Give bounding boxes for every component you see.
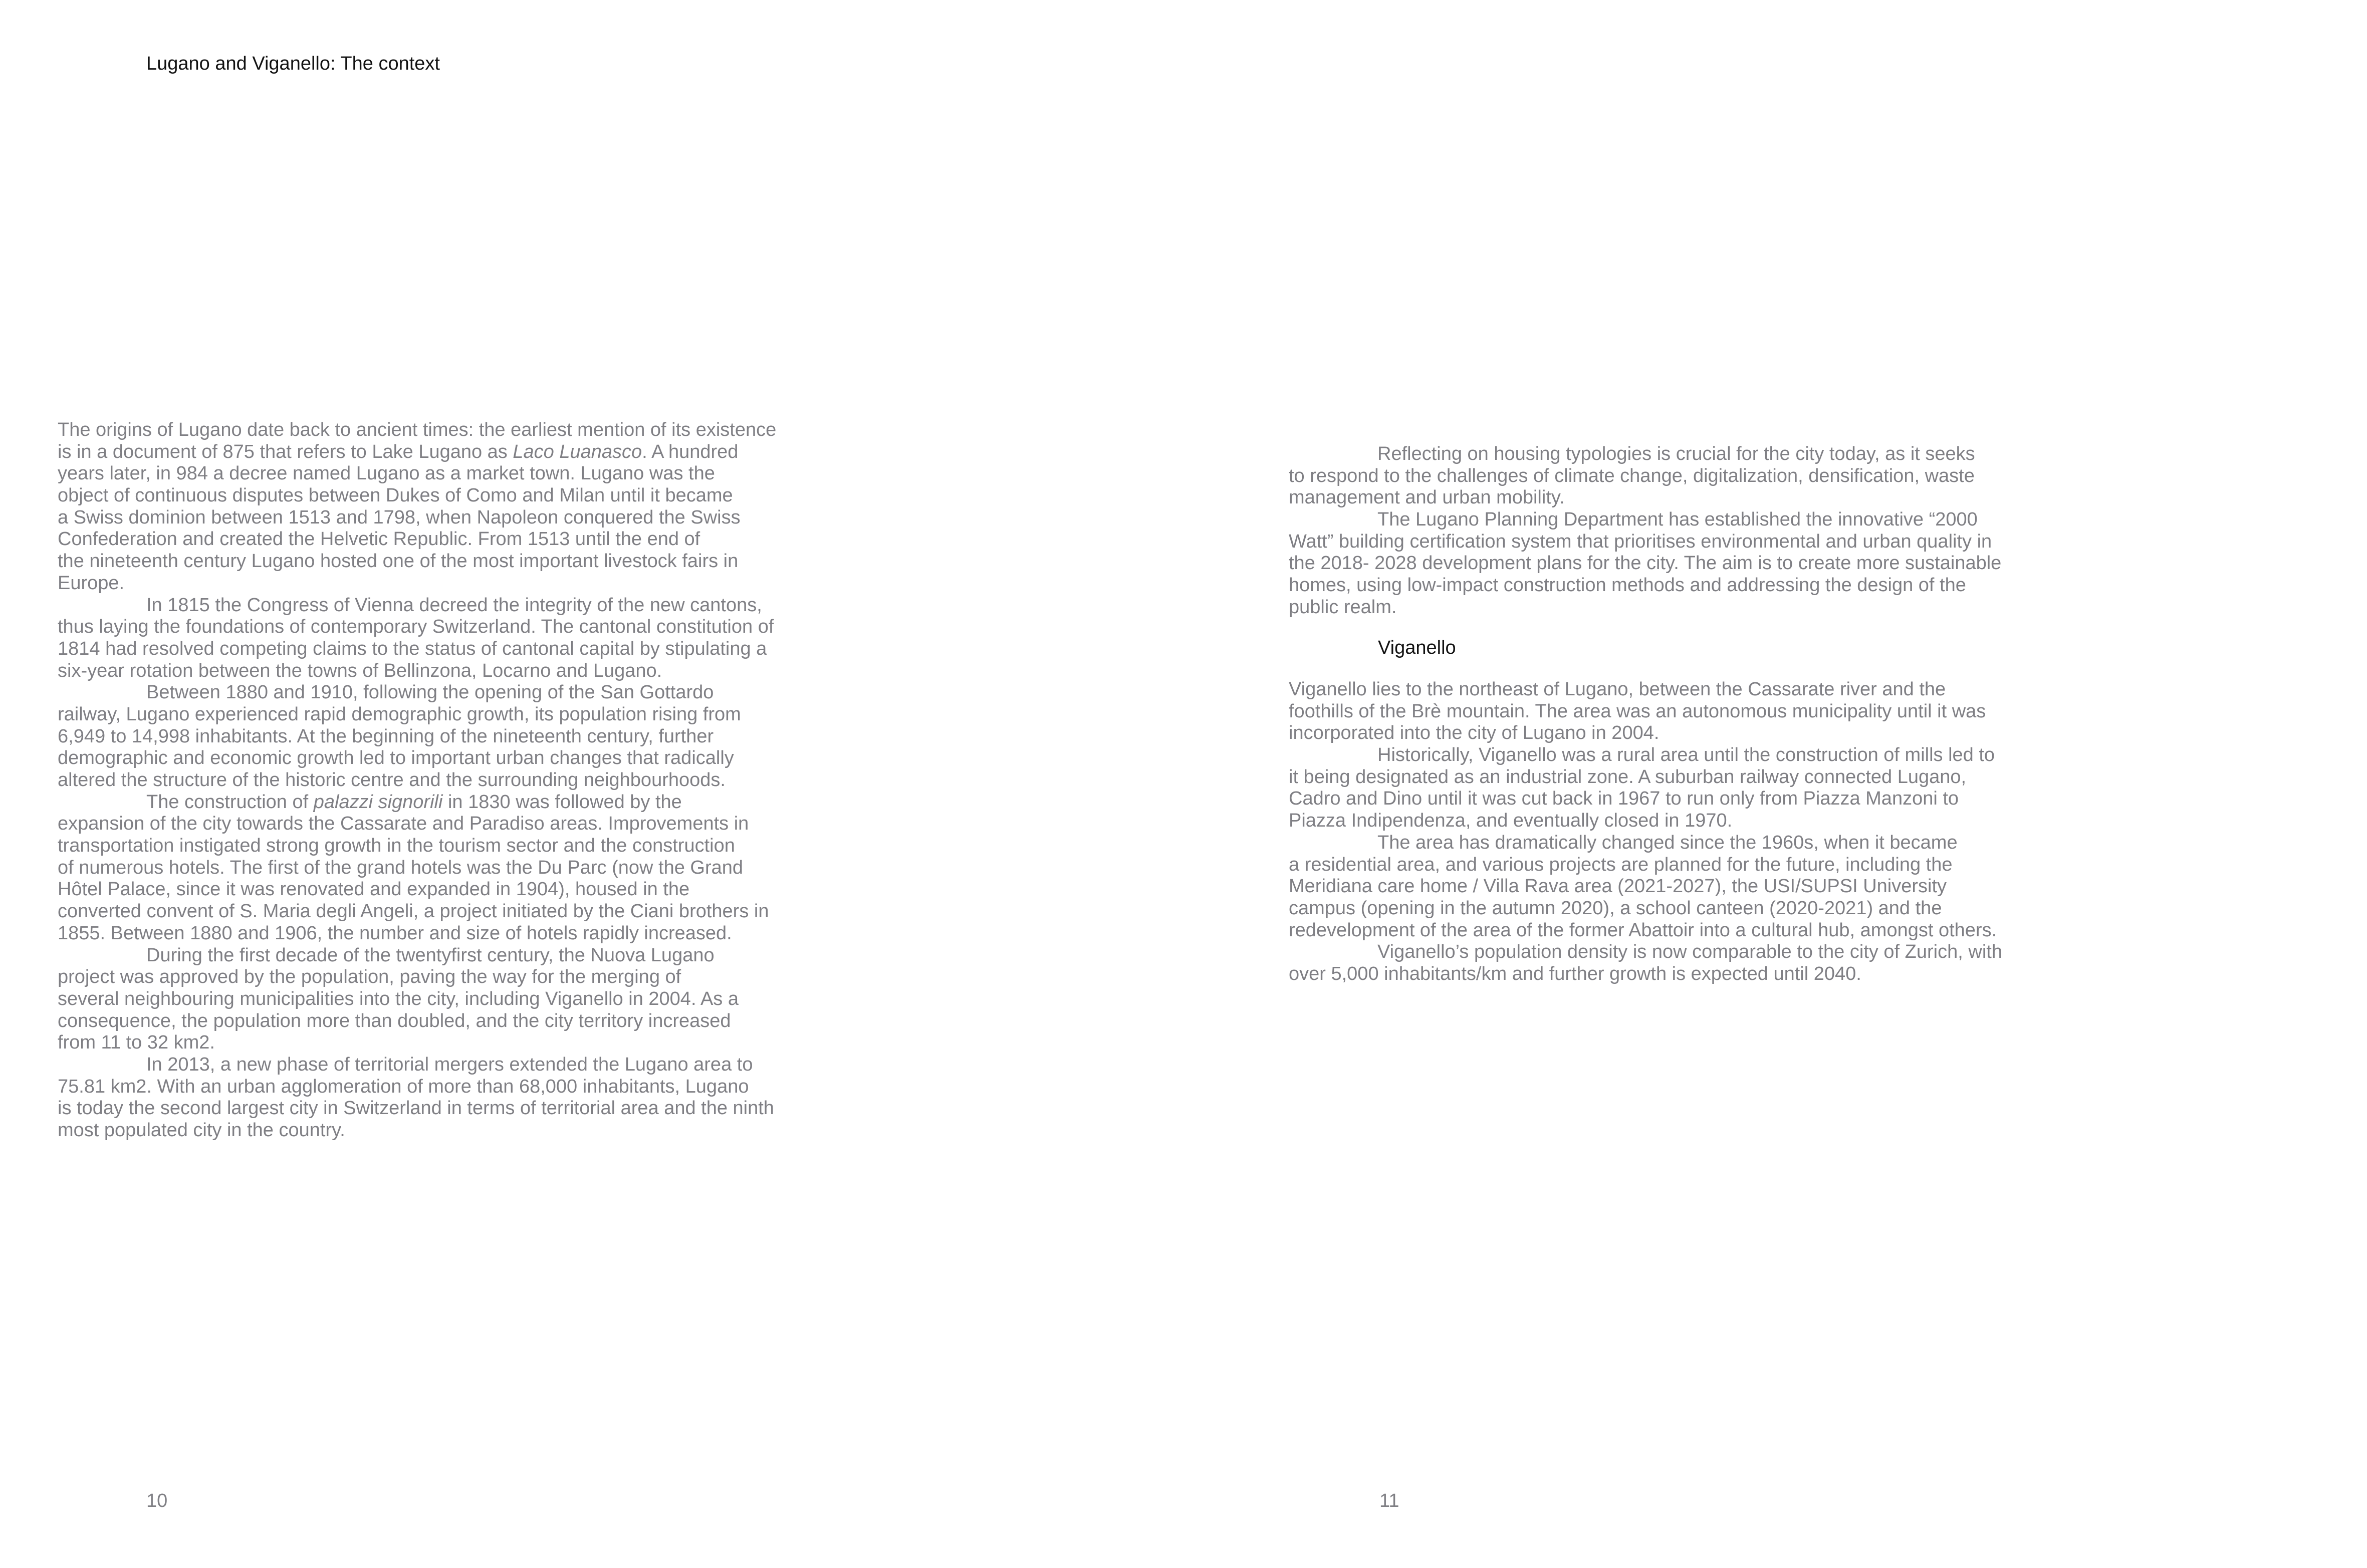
text-line bbox=[58, 747, 839, 769]
text-run: years later, in 984 a decree named Lugano as a market town. Lugano was the bbox=[58, 463, 715, 484]
text-run: 75.81 km2. With an urban agglomeration of more than 68,000 inhabitants, Lugano bbox=[58, 1076, 749, 1097]
text-run: campus (opening in the autumn 2020), a school canteen (2020-2021) and the bbox=[1289, 897, 1942, 919]
text-run: Watt” building certification system that prioritises environmental and urban quality in bbox=[1289, 531, 1992, 552]
text-line bbox=[58, 813, 839, 835]
text-run: During the first decade of the twentyfirst century, the Nuova Lugano bbox=[146, 944, 715, 966]
text-line bbox=[1289, 788, 2070, 810]
text-line bbox=[1289, 509, 2070, 531]
right-page bbox=[1184, 0, 2367, 1568]
text-run: a residential area, and various projects are planned for the future, including the bbox=[1289, 854, 1953, 875]
text-line bbox=[58, 1054, 839, 1076]
left-body-text bbox=[58, 419, 839, 1142]
text-run: demographic and economic growth led to important urban changes that radically bbox=[58, 747, 734, 769]
text-line bbox=[58, 726, 839, 748]
text-line bbox=[58, 945, 839, 967]
text-run: 6,949 to 14,998 inhabitants. At the beginning of the nineteenth century, further bbox=[58, 725, 714, 747]
text-run: is in a document of 875 that refers to Lake Lugano as bbox=[58, 441, 513, 462]
text-run: Between 1880 and 1910, following the opening of the San Gottardo bbox=[146, 682, 714, 703]
section-heading-viganello: Viganello bbox=[1378, 637, 1456, 658]
text-run: to respond to the challenges of climate change, digitalization, densification, waste bbox=[1289, 465, 1975, 486]
text-line bbox=[58, 879, 839, 901]
text-run: foothills of the Brè mountain. The area was an autonomous municipality until it was bbox=[1289, 700, 1986, 722]
text-run: in 1830 was followed by the bbox=[442, 791, 682, 813]
text-run: Historically, Viganello was a rural area until the construction of mills led to bbox=[1377, 744, 1995, 766]
text-line bbox=[58, 792, 839, 814]
text-line bbox=[58, 485, 839, 507]
text-run: Europe. bbox=[58, 572, 125, 594]
text-run: 1855. Between 1880 and 1906, the number and size of hotels rapidly increased. bbox=[58, 922, 732, 944]
text-line bbox=[58, 835, 839, 857]
text-run: project was approved by the population, paving the way for the merging of bbox=[58, 966, 681, 988]
text-run: expansion of the city towards the Cassarate and Paradiso areas. Improvements in bbox=[58, 813, 749, 835]
viganello-body-text bbox=[1289, 679, 2070, 985]
text-line bbox=[58, 988, 839, 1010]
text-line bbox=[1289, 898, 2070, 920]
text-line bbox=[58, 507, 839, 529]
text-run: it being designated as an industrial zone. A suburban railway connected Lugano, bbox=[1289, 766, 1967, 788]
text-run: Viganello lies to the northeast of Lugano, between the Cassarate river and the bbox=[1289, 679, 1946, 700]
italic-term: palazzi signorili bbox=[313, 791, 443, 813]
text-run: Hôtel Palace, since it was renovated and expanded in 1904), housed in the bbox=[58, 879, 690, 900]
page-number-right: 11 bbox=[1379, 1490, 1399, 1511]
right-intro-text bbox=[1289, 443, 2070, 619]
text-line bbox=[58, 901, 839, 923]
text-line bbox=[58, 1032, 839, 1054]
text-run: of numerous hotels. The first of the grand hotels was the Du Parc (now the Grand bbox=[58, 857, 744, 878]
text-line bbox=[58, 616, 839, 638]
text-line bbox=[58, 573, 839, 595]
text-line bbox=[58, 441, 839, 463]
text-line bbox=[58, 682, 839, 704]
text-run: converted convent of S. Maria degli Angeli, a project initiated by the Ciani brothers in bbox=[58, 901, 769, 922]
text-line bbox=[58, 1120, 839, 1142]
text-run: consequence, the population more than doubled, and the city territory increased bbox=[58, 1010, 731, 1031]
text-line bbox=[58, 660, 839, 682]
text-line bbox=[1289, 597, 2070, 619]
text-line bbox=[1289, 941, 2070, 963]
text-line bbox=[1289, 920, 2070, 942]
text-run: most populated city in the country. bbox=[58, 1120, 345, 1141]
text-line bbox=[58, 966, 839, 988]
text-run: 1814 had resolved competing claims to the status of cantonal capital by stipulating a bbox=[58, 638, 767, 659]
text-run: The construction of bbox=[146, 791, 314, 813]
text-run: Piazza Indipendenza, and eventually closed in 1970. bbox=[1289, 810, 1733, 832]
text-line bbox=[1289, 963, 2070, 985]
text-line bbox=[58, 923, 839, 945]
text-run: management and urban mobility. bbox=[1289, 487, 1565, 508]
text-line bbox=[1289, 553, 2070, 575]
text-line bbox=[1289, 443, 2070, 465]
text-line bbox=[58, 1098, 839, 1120]
text-run: Reflecting on housing typologies is crucial for the city today, as it seeks bbox=[1377, 443, 1975, 464]
text-run: the 2018- 2028 development plans for the city. The aim is to create more sustainable bbox=[1289, 553, 2002, 574]
text-line bbox=[1289, 575, 2070, 597]
text-run: The origins of Lugano date back to ancient times: the earliest mention of its existence bbox=[58, 419, 777, 440]
text-run: homes, using low-impact construction methods and addressing the design of the bbox=[1289, 575, 1966, 596]
text-run: Confederation and created the Helvetic Republic. From 1513 until the end of bbox=[58, 529, 700, 550]
text-line bbox=[58, 1010, 839, 1032]
text-line bbox=[58, 463, 839, 485]
text-line bbox=[58, 529, 839, 551]
text-line bbox=[1289, 531, 2070, 553]
text-run: Meridiana care home / Villa Rava area (2021-2027), the USI/SUPSI University bbox=[1289, 876, 1947, 897]
page-number-left: 10 bbox=[146, 1490, 168, 1511]
text-run: redevelopment of the area of the former Abattoir into a cultural hub, amongst others. bbox=[1289, 919, 1997, 941]
text-run: incorporated into the city of Lugano in 2004. bbox=[1289, 722, 1660, 744]
text-line bbox=[1289, 679, 2070, 701]
text-line bbox=[58, 857, 839, 879]
text-line bbox=[1289, 832, 2070, 854]
text-run: from 11 to 32 km2. bbox=[58, 1032, 215, 1054]
text-run: the nineteenth century Lugano hosted one of the most important livestock fairs in bbox=[58, 551, 739, 572]
text-line bbox=[1289, 766, 2070, 789]
text-run: railway, Lugano experienced rapid demographic growth, its population rising from bbox=[58, 703, 741, 725]
text-run: transportation instigated strong growth in the tourism sector and the construction bbox=[58, 835, 735, 857]
text-run: . A hundred bbox=[642, 441, 739, 462]
text-run: The area has dramatically changed since the 1960s, when it became bbox=[1377, 832, 1958, 853]
text-run: thus laying the foundations of contemporary Switzerland. The cantonal constitution of bbox=[58, 616, 774, 638]
text-run: Cadro and Dino until it was cut back in 1967 to run only from Piazza Manzoni to bbox=[1289, 788, 1959, 810]
text-run: several neighbouring municipalities into the city, including Viganello in 2004. As a bbox=[58, 988, 739, 1009]
text-line bbox=[1289, 465, 2070, 487]
text-run: Viganello’s population density is now comparable to the city of Zurich, with bbox=[1377, 941, 2002, 963]
text-line bbox=[58, 419, 839, 441]
text-line bbox=[1289, 810, 2070, 832]
text-line bbox=[58, 704, 839, 726]
text-line bbox=[1289, 487, 2070, 509]
text-run: public realm. bbox=[1289, 596, 1397, 618]
text-run: object of continuous disputes between Dukes of Como and Milan until it became bbox=[58, 485, 733, 506]
text-run: six-year rotation between the towns of Bellinzona, Locarno and Lugano. bbox=[58, 660, 662, 681]
text-run: a Swiss dominion between 1513 and 1798, when Napoleon conquered the Swiss bbox=[58, 506, 741, 528]
text-line bbox=[1289, 854, 2070, 876]
text-line bbox=[1289, 701, 2070, 723]
text-run: is today the second largest city in Switzerland in terms of territorial area and the ninth bbox=[58, 1098, 774, 1119]
text-line bbox=[1289, 744, 2070, 766]
text-line bbox=[58, 1076, 839, 1098]
text-run: In 1815 the Congress of Vienna decreed the integrity of the new cantons, bbox=[146, 594, 762, 616]
text-line bbox=[1289, 722, 2070, 744]
text-run: altered the structure of the historic centre and the surrounding neighbourhoods. bbox=[58, 769, 726, 791]
text-line bbox=[58, 551, 839, 573]
text-run: The Lugano Planning Department has established the innovative “2000 bbox=[1377, 509, 1978, 531]
text-run: In 2013, a new phase of territorial mergers extended the Lugano area to bbox=[146, 1054, 753, 1075]
text-line bbox=[58, 769, 839, 792]
text-line bbox=[58, 638, 839, 660]
italic-term: Laco Luanasco bbox=[513, 441, 642, 462]
running-head: Lugano and Viganello: The context bbox=[146, 53, 440, 74]
text-line bbox=[58, 595, 839, 617]
text-run: over 5,000 inhabitants/km and further growth is expected until 2040. bbox=[1289, 963, 1861, 984]
text-line bbox=[1289, 876, 2070, 898]
